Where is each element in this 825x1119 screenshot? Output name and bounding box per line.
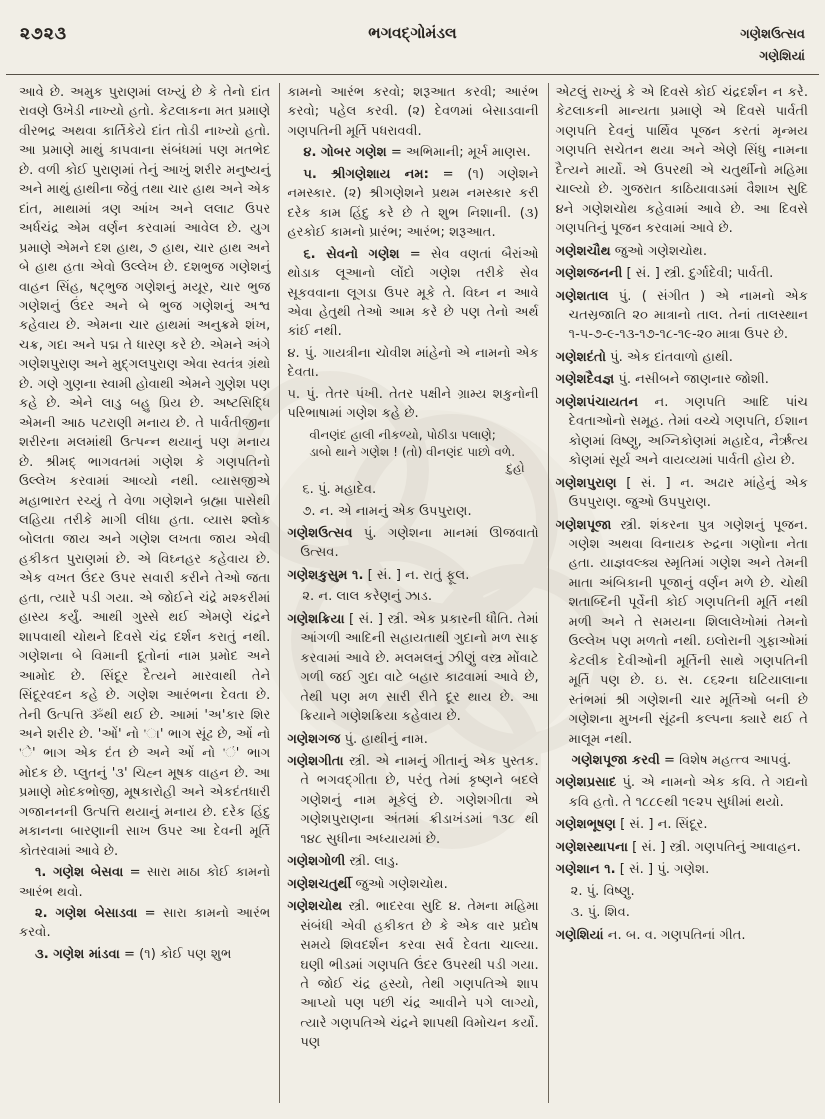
verse-line: ડાબો થાને ગણેશ ! (તો) વીનણંદ પાછો વળે. <box>309 444 516 459</box>
dictionary-entry: ગણેશદૈવજ્ઞ પું. નસીબને જાણનાર જોશી. <box>555 372 769 388</box>
headword: ગણેશઉત્સવ <box>287 526 353 541</box>
verse-attribution: દુહો <box>506 461 525 476</box>
continuation-paragraph: એટલું રાખ્યું કે એ દિવસે કોઈ ચંદ્રદર્શન ન કરે. કેટલાકની માન્યતા પ્રમાણે એ દિવસે પાર્વતી ગણપતિ દેવનું પાર્થિવ પૂજન કરતાં મૃન્મય ગણપતિ સચેતન થયા અને એણે સિંધુ નામના દૈત્યને માર્યો. એ ઉપરથી એ ચતુર્થીનો મહિમા ચાલ્યો છે. ગુજરાત કાઠિયાવાડમાં વૈશાખ સુદિ ૪ને ગણેશચોથ કહેવામાં આવે છે. આ દિવસે ગણપતિનું પૂજન કરવામાં આવે છે. <box>555 85 808 237</box>
column-1 <box>12 83 280 1103</box>
dictionary-entry: ગણેશચોથ સ્ત્રી. ભાદરવા સુદિ ૪. તેમના મહિમા સંબંધી એવી હકીકત છે કે એક વાર પ્રદોષ સમયે શિવદર્શન કરવા સર્વ દેવતા ચાલ્યા. ઘણી ભીડમાં ગણપતિ ઉંદર ઉપરથી પડી ગયા. તે જોઈ ચંદ્ર હસ્યો, તેથી ગણપતિએ શાપ આપ્યો પણ પછી ચંદ્ર આવીને પગે લાગ્યો, ત્યારે ગણપતિએ ચંદ્રને શાપથી વિમોચન કર્યો. પણ <box>287 899 539 1051</box>
headword: ગણેશદૈવજ્ઞ <box>555 372 615 388</box>
dictionary-entry: ગણેશાન ૧. [ સં. ] પું. ગણેશ. <box>555 862 710 878</box>
idiom-line: ૪. ગોબર ગણેશ = અભિમાની; મૂર્ખ માણસ. <box>303 145 531 161</box>
idiom-line: ૫. શ્રીગણેશાય નમ: = (૧) ગણેશને નમસ્કાર. (૨) શ્રીગણેશને પ્રથમ નમસ્કાર કરી દરેક કામ હિંદુ કરે છે તે શુભ નિશાની. (૩) હરકોઈ કામનો પ્રારંભ; આરંભ; શરૂઆત. <box>287 166 539 241</box>
headword: ગણેશક્રિયા <box>287 611 345 627</box>
headword: ગણેશચતુર્થી <box>287 876 352 892</box>
page-header <box>0 0 825 66</box>
idiom-line: ૩. ગણેશ માંડવા = (૧) કોઈ પણ શુભ <box>35 946 232 962</box>
idiom-line: ૬. સેવનો ગણેશ = સેવ વણતાં બૈરાંઓ થોડાક લૂઆનો લોંદો ગણેશ તરીકે સેવ સૂકવવાના લૂગડા ઉપર મૂકે તે. વિઘ્ન ન આવે એવા હેતુથી તેઓ આમ કરે છે પણ તેનો અર્થ કાંઈ નથી. <box>287 246 539 340</box>
guide-word-bottom: ગણેશિયાં <box>759 48 805 63</box>
continuation-paragraph: કામનો આરંભ કરવો; શરૂઆત કરવી; આરંભ કરવો; પહેલ કરવી. (૨) દેવળમાં બેસાડવાની ગણપતિની મૂર્તિ પધરાવવી. <box>287 85 539 139</box>
column-3 <box>549 83 817 1103</box>
headword: ગણેશગોળી <box>287 854 346 870</box>
headword: ૧. ગણેશ બેસવા <box>35 865 124 881</box>
headword: ગણેશગીતા <box>287 753 344 769</box>
dictionary-entry: ગણેશગોળી સ્ત્રી. લાડુ. <box>287 854 399 870</box>
dictionary-entry: ગણેશિયાં ન. બ. વ. ગણપતિનાં ગીત. <box>555 927 746 943</box>
headword: ગણેશપંચાયતન <box>555 394 639 410</box>
page-number: ૨૭૨૩ <box>20 24 68 44</box>
headword: ૪. ગોબર ગણેશ <box>303 145 387 161</box>
headword: ૫. શ્રીગણેશાય નમ: <box>303 166 429 182</box>
headword: ૨. ગણેશ બેસાડવા <box>35 906 138 922</box>
dictionary-entry: ગણેશક્રિયા [ સં. ] સ્ત્રી. એક પ્રકારની ધૌતિ. તેમાં આંગળી આદિની સહાયતાથી ગુદાનો મળ સાફ કરવામાં આવે છે. મલમલનું ઝીણું વસ્ત્ર મોંવાટે ગળી જઈ ગુદા વાટે બહાર કાઢવામાં આવે છે, તેથી પણ મળ સારી રીતે દૂર થાય છે. આ ક્રિયાને ગણેશક્રિયા કહેવાય છે. <box>287 611 539 725</box>
headword: ગણેશસ્થાપના <box>555 839 628 855</box>
idiom-line: ૧. ગણેશ બેસવા = સારા માઠા કોઈ કામનો આરંભ થવો. <box>19 865 271 900</box>
dictionary-entry: ગણેશપંચાયતન ન. ગણપતિ આદિ પાંચ દેવતાઓનો સમૂહ. તેમાં વચ્ચે ગણપતિ, ઈશાન કોણમાં વિષ્ણુ, અગ્નિકોણમાં મહાદેવ, નૈર્ઋત્ય કોણમાં સૂર્ય અને વાયવ્યમાં પાર્વતી હોય છે. <box>555 394 808 469</box>
dictionary-entry: ગણેશપ્રસાદ પું. એ નામનો એક કવિ. તે ગદ્યનો કવિ હતો. તે ૧૮૮૯થી ૧૯૨૫ સુધીમાં થયો. <box>555 775 808 810</box>
headword: ગણેશગજ <box>287 731 341 747</box>
headword: ગણેશતાલ <box>555 288 609 304</box>
headword: ગણેશપૂજા <box>555 517 612 533</box>
dictionary-entry: ગણેશપુરાણ [ સં. ] ન. અઢાર માંહેનું એક ઉપપુરાણ. જુઓ ઉપપુરાણ. <box>555 475 808 511</box>
dictionary-entry: ગણેશસ્થાપના [ સં. ] સ્ત્રી. ગણપતિનું આવાહન. <box>555 839 801 855</box>
sense-line: ૪. પું. ગાયત્રીના ચોવીશ માંહેનો એ નામનો એક દેવતા. <box>287 345 539 381</box>
headword: ગણેશચૌથ <box>555 243 611 259</box>
headword: ગણેશજનની <box>555 266 623 282</box>
verse-line: વીનણંદ હાલી નીકળ્યો, પોઠીડા પલાણે; <box>309 427 496 442</box>
dictionary-entry: ગણેશઉત્સવ પું. ગણેશના માનમાં ઊજવાતો ઉત્સવ. <box>287 526 539 561</box>
dictionary-entry: ગણેશગજ પું. હાથીનું નામ. <box>287 731 428 747</box>
text-columns <box>0 75 825 1103</box>
sense-line: ૫. પું. તેતર પંખી. તેતર પક્ષીને ગ્રામ્ય શકુનોની પરિભાષામાં ગણેશ કહે છે. <box>287 386 539 422</box>
dictionary-entry: ગણેશચૌથ જુઓ ગણેશચોથ. <box>555 243 708 259</box>
headword: ગણેશચોથ <box>287 899 343 915</box>
headword: ગણેશપુરાણ <box>555 475 617 491</box>
dictionary-entry: ગણેશચતુર્થી જુઓ ગણેશચોથ. <box>287 876 448 892</box>
headword: ગણેશપૂજા કરવી <box>571 752 660 768</box>
headword: ગણેશિયાં <box>555 927 604 943</box>
guide-word-top: ગણેશઉત્સવ <box>740 27 805 42</box>
dictionary-entry: ગણેશપૂજા સ્ત્રી. શંકરના પુત્ર ગણેશનું પૂજન. ગણેશ અથવા વિનાયક રુદ્રના ગણોના નેતા હતા. યાજ્ઞવલ્ક્ય સ્મૃતિમાં ગણેશ અને તેમની માતા અંબિકાની પૂજાનું વર્ણન મળે છે. ચોથી શતાબ્દિની પૂર્વેની કોઈ ગણપતિની મૂર્તિ નથી મળી અને તે સમયના શિલાલેખોમાં તેમનો ઉલ્લેખ પણ મળતો નથી. ઇલોરાની ગુફાઓમાં કેટલીક દેવીઓની મૂર્તિની સાથે ગણપતિની મૂર્તિ પણ છે. ઇ. સ. ૮૬૨ના ઘટિયાલાના સ્તંભમાં શ્રી ગણેશની ચાર મૂર્તિઓ બની છે ગણેશના મુખની સૂંઢની કલ્પના ક્યારે થઈ તે માલૂમ નથી. <box>555 517 808 747</box>
book-title: ભગવદ્ગોમંડલ <box>368 24 457 42</box>
dictionary-entry: ગણેશગીતા સ્ત્રી. એ નામનું ગીતાનું એક પુસ્તક. તે ભગવદ્ગીતા છે, પરંતુ તેમાં કૃષ્ણને બદલે ગણેશનું નામ મૂકેલું છે. ગણેશગીતા એ ગણેશપુરાણના અંતમાં ક્રીડાખંડમાં ૧૩૮ થી ૧૪૮ સુધીના અધ્યાયમાં છે. <box>287 753 539 847</box>
idiom-line: ૨. ગણેશ બેસાડવા = સારા કામનો આરંભ કરવો. <box>19 906 271 941</box>
column-2 <box>280 83 548 1103</box>
guide-words <box>655 24 805 66</box>
subsense-line: ૨. પું. વિષ્ણુ. <box>570 883 635 899</box>
headword: ગણેશાન ૧. <box>555 862 616 878</box>
headword: ૩. ગણેશ માંડવા <box>35 946 120 962</box>
headword: ગણેશકુસુમ ૧. <box>287 567 364 583</box>
subsense-line: ૨. ન. લાલ કરેણનું ઝાડ. <box>302 589 432 605</box>
dictionary-entry: ગણેશજનની [ સં. ] સ્ત્રી. દુર્ગાદેવી; પાર્વતી. <box>555 266 774 282</box>
dictionary-entry: ગણેશદંતો પું. એક દાંતવાળો હાથી. <box>555 349 733 365</box>
subsense-line: ૩. પું. શિવ. <box>570 905 630 921</box>
dictionary-entry: ગણેશકુસુમ ૧. [ સં. ] ન. રાતું ફૂલ. <box>287 567 470 583</box>
headword: ગણેશદંતો <box>555 349 607 365</box>
headword: ગણેશભૂષણ <box>555 817 616 833</box>
subsense-line: ૭. ન. એ નામનું એક ઉપપુરાણ. <box>302 503 472 519</box>
headword: ગણેશપ્રસાદ <box>555 775 617 791</box>
dictionary-entry: ગણેશતાલ પું. ( સંગીત ) એ નામનો એક ચતસ્રજાતિ ૨૦ માત્રાનો તાલ. તેનાં તાલસ્થાન ૧-૫-૭-૯-૧૩-૧૭-૧૮-૧૯-૨૦ માત્રા ઉપર છે. <box>555 288 808 343</box>
dictionary-entry: ગણેશભૂષણ [ સં. ] ન. સિંદૂર. <box>555 817 708 833</box>
continuation-paragraph: આવે છે. અમુક પુરાણમાં લખ્યું છે કે તેનો દાંત રાવણે ઉખેડી નાખ્યો હતો. કેટલાકના મત પ્રમાણે વીરભદ્ર અથવા કાર્તિકેયે દાંત તોડી નાખ્યો હતો. આ પ્રમાણે માથું કાપવાના સંબંધમાં પણ મતભેદ છે. વળી કોઈ પુરાણમાં તેનું આખું શરીર મનુષ્યનું અને માથું હાથીના જેવું તથા ચાર હાથ અને એક દાંત, માથામાં ત્રણ આંખ અને લલાટ ઉપર અર્ધચંદ્ર એમ વર્ણન કરવામાં આવેલ છે. યુગ પ્રમાણે એમને દશ હાથ, ૭ હાથ, ચાર હાથ અને બે હાથ હતા એવો ઉલ્લેખ છે. દશભુજ ગણેશનું વાહન સિંહ, ષટ્ભુજ ગણેશનું મયૂર, ચાર ભુજ ગણેશનું ઉંદર અને બે ભુજ ગણેશનું અશ્વ કહેવાય છે. એમના ચાર હાથમાં અનુક્રમે શંખ, ચક્ર, ગદા અને પદ્મ તે ધારણ કરે છે. એમને અંગે ગણેશપુરાણ અને મુદ્ગલપુરાણ એવા સ્વતંત્ર ગ્રંથો છે. ગણે ગુણના સ્વામી હોવાથી એમને ગુણેશ પણ કહે છે. એને લાડુ બહુ પ્રિય છે. અષ્ટસિદ્ધિ એમની આઠ પટરાણી મનાય છે. તે પાર્વતીજીના શરીરના મલમાંથી ઉત્પન્ન થયાનું પણ મનાય છે. શ્રીમદ્ ભાગવતમાં ગણેશ કે ગણપતિનો ઉલ્લેખ કરવામાં આવ્યો નથી. વ્યાસજીએ મહાભારત રચ્યું તે વેળા ગણેશને બ્રહ્મા પાસેથી લહિયા તરીકે માગી લીધા હતા. વ્યાસ શ્લોક બોલતા જાય અને ગણેશ લખતા જાય એવી હકીકત પુરાણમાં છે. એ વિઘ્નહર કહેવાય છે. એક વખત ઉંદર ઉપર સવારી કરીને તેઓ જતા હતા, ત્યારે પડી ગયા. એ જોઈને ચંદ્રે મશ્કરીમાં હાસ્ય કર્યું. આથી ગુસ્સે થઈ એમણે ચંદ્રને શાપવાથી ચોથને દિવસે ચંદ્ર દર્શન કરાતું નથી. ગણેશના બે વિમાની દૂતોનાં નામ પ્રમોદ અને આમોદ છે. સિંદૂર દૈત્યને મારવાથી તેને સિંદૂરવદન કહે છે. ગણેશ આરંભના દેવતા છે. તેની ઉત્પત્તિ ૐથી થઈ છે. આમાં 'અ'કાર શિર અને શરીર છે. 'ઓં' નો 'ા' ભાગ સૂંઢ છે, ઓં નો 'ે' ભાગ એક દંત છે અને ઓં નો 'ં' ભાગ મોદક છે. પ્લુતનું '૩' ચિહ્ન મૂષક વાહન છે. આ પ્રમાણે મોદકભોજી, મૂષકારોહી અને એકદંતધારી ગજાનનની ઉત્પત્તિ થયાનું મનાય છે. દરેક હિંદુ મકાનના બારણાની સાખ ઉપર આ દેવની મૂર્તિ કોતરવામાં આવે છે. <box>19 85 271 859</box>
idiom-line: ગણેશપૂજા કરવી = વિશેષ મહત્ત્વ આપવું. <box>571 752 792 768</box>
headword: ૬. સેવનો ગણેશ <box>303 246 400 262</box>
subsense-line: ૬. પું. મહાદેવ. <box>302 482 377 498</box>
verse-block <box>309 427 538 477</box>
